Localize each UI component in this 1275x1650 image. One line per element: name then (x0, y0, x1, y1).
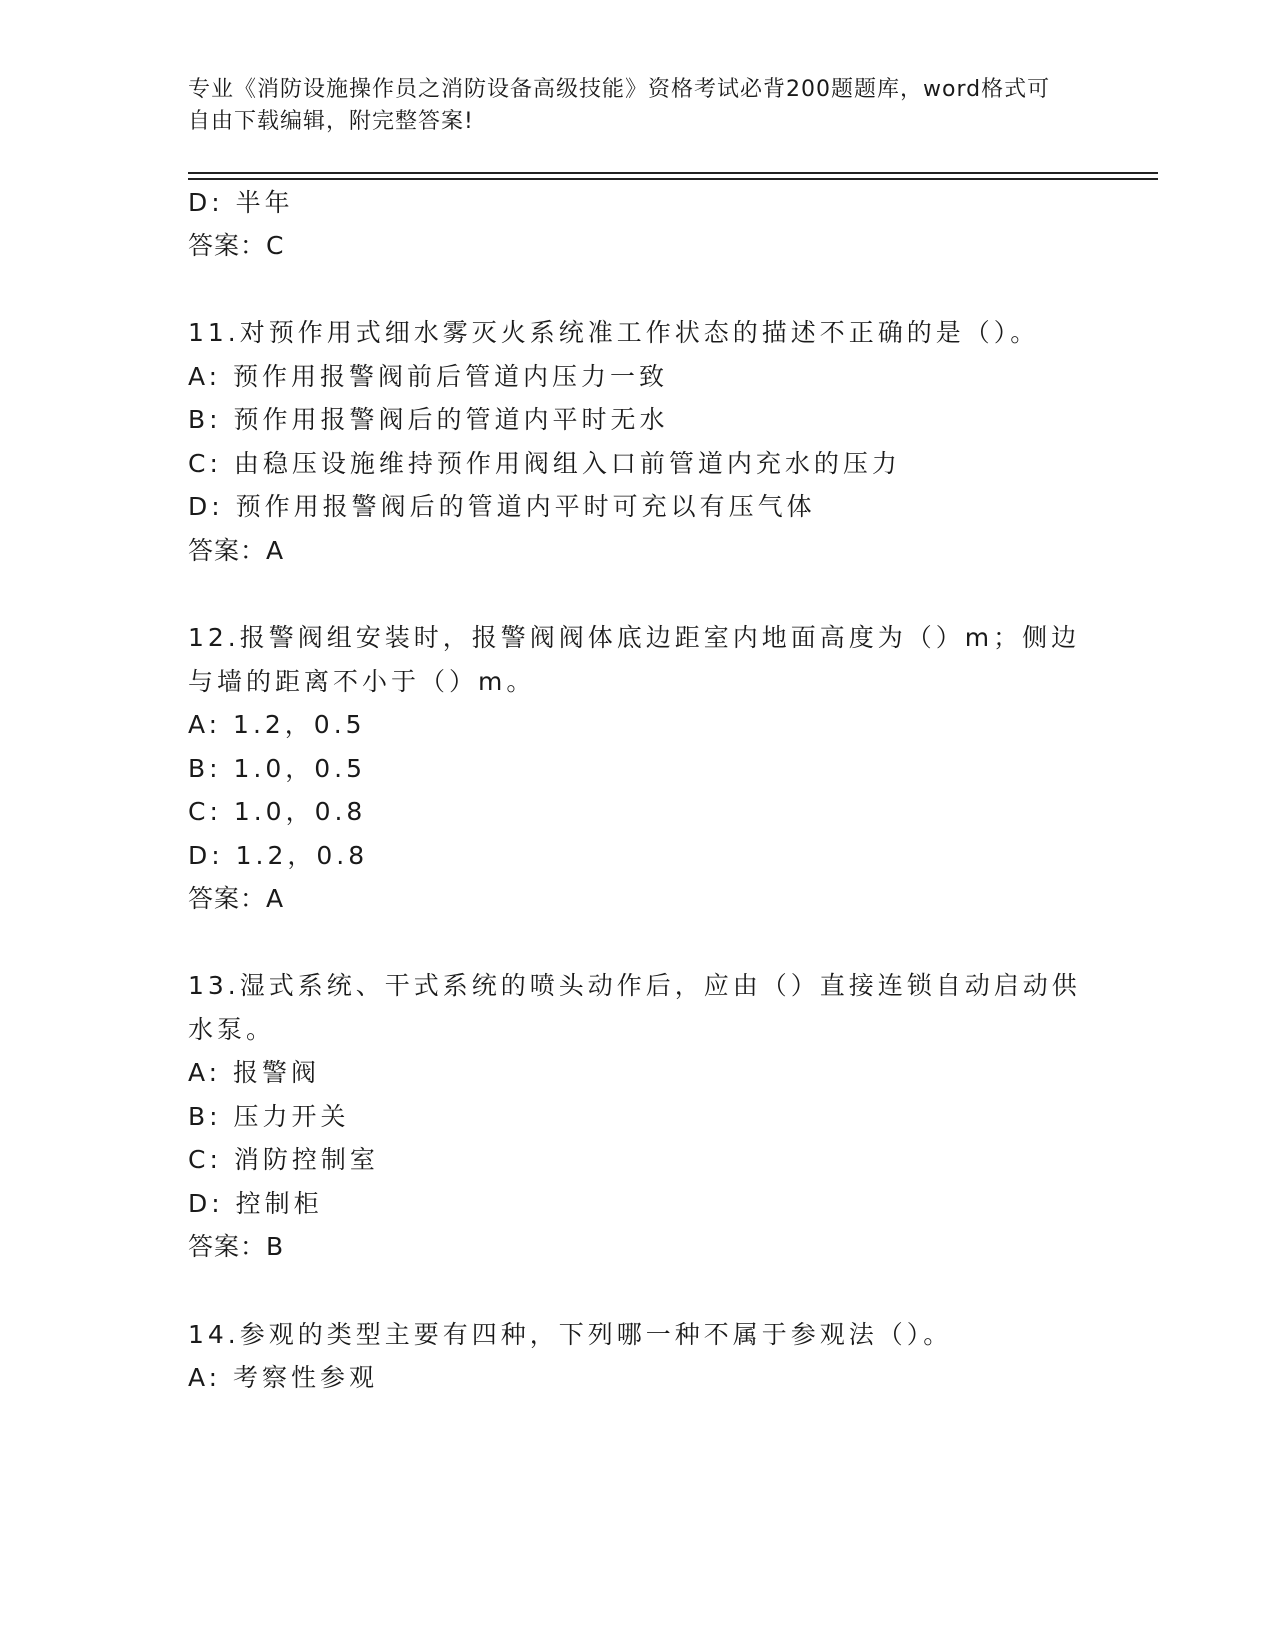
q11-answer: 答案：A (188, 536, 285, 565)
q12-stem-line1: 12.报警阀组安装时，报警阀阀体底边距室内地面高度为（）m；侧边 (188, 623, 1081, 652)
q10-answer: 答案：C (188, 231, 285, 260)
q12-answer: 答案：A (188, 884, 285, 913)
q13-stem-line2: 水泵。 (188, 1015, 276, 1044)
q13-option-c: C: 消防控制室 (188, 1145, 379, 1174)
q12-option-b: B: 1.0，0.5 (188, 754, 367, 783)
q13-option-a: A: 报警阀 (188, 1058, 321, 1087)
q13-option-b: B: 压力开关 (188, 1102, 350, 1131)
q11-option-d: D: 预作用报警阀后的管道内平时可充以有压气体 (188, 492, 816, 521)
q10-option-d: D: 半年 (188, 188, 294, 217)
q11-option-b: B: 预作用报警阀后的管道内平时无水 (188, 405, 669, 434)
q12-stem-line2: 与墙的距离不小于（）m。 (188, 667, 536, 696)
q12-option-a: A: 1.2，0.5 (188, 710, 366, 739)
header-divider-bottom (188, 178, 1158, 180)
q12-option-c: C: 1.0，0.8 (188, 797, 367, 826)
document-header: 专业《消防设施操作员之消防设备高级技能》资格考试必背200题题库，word格式可自由下载编辑，附完整答案! (188, 77, 1051, 134)
q14-stem: 14.参观的类型主要有四种，下列哪一种不属于参观法（）。 (188, 1320, 953, 1349)
q13-option-d: D: 控制柜 (188, 1189, 323, 1218)
q12-option-d: D: 1.2，0.8 (188, 841, 369, 870)
q11-option-a: A: 预作用报警阀前后管道内压力一致 (188, 362, 669, 391)
q14-option-a: A: 考察性参观 (188, 1363, 379, 1392)
header-divider-top (188, 172, 1158, 174)
q13-stem-line1: 13.湿式系统、干式系统的喷头动作后，应由（）直接连锁自动启动供 (188, 971, 1081, 1000)
q11-option-c: C: 由稳压设施维持预作用阀组入口前管道内充水的压力 (188, 449, 901, 478)
q11-stem: 11.对预作用式细水雾灭火系统准工作状态的描述不正确的是（）。 (188, 318, 1040, 347)
q13-answer: 答案：B (188, 1232, 285, 1261)
